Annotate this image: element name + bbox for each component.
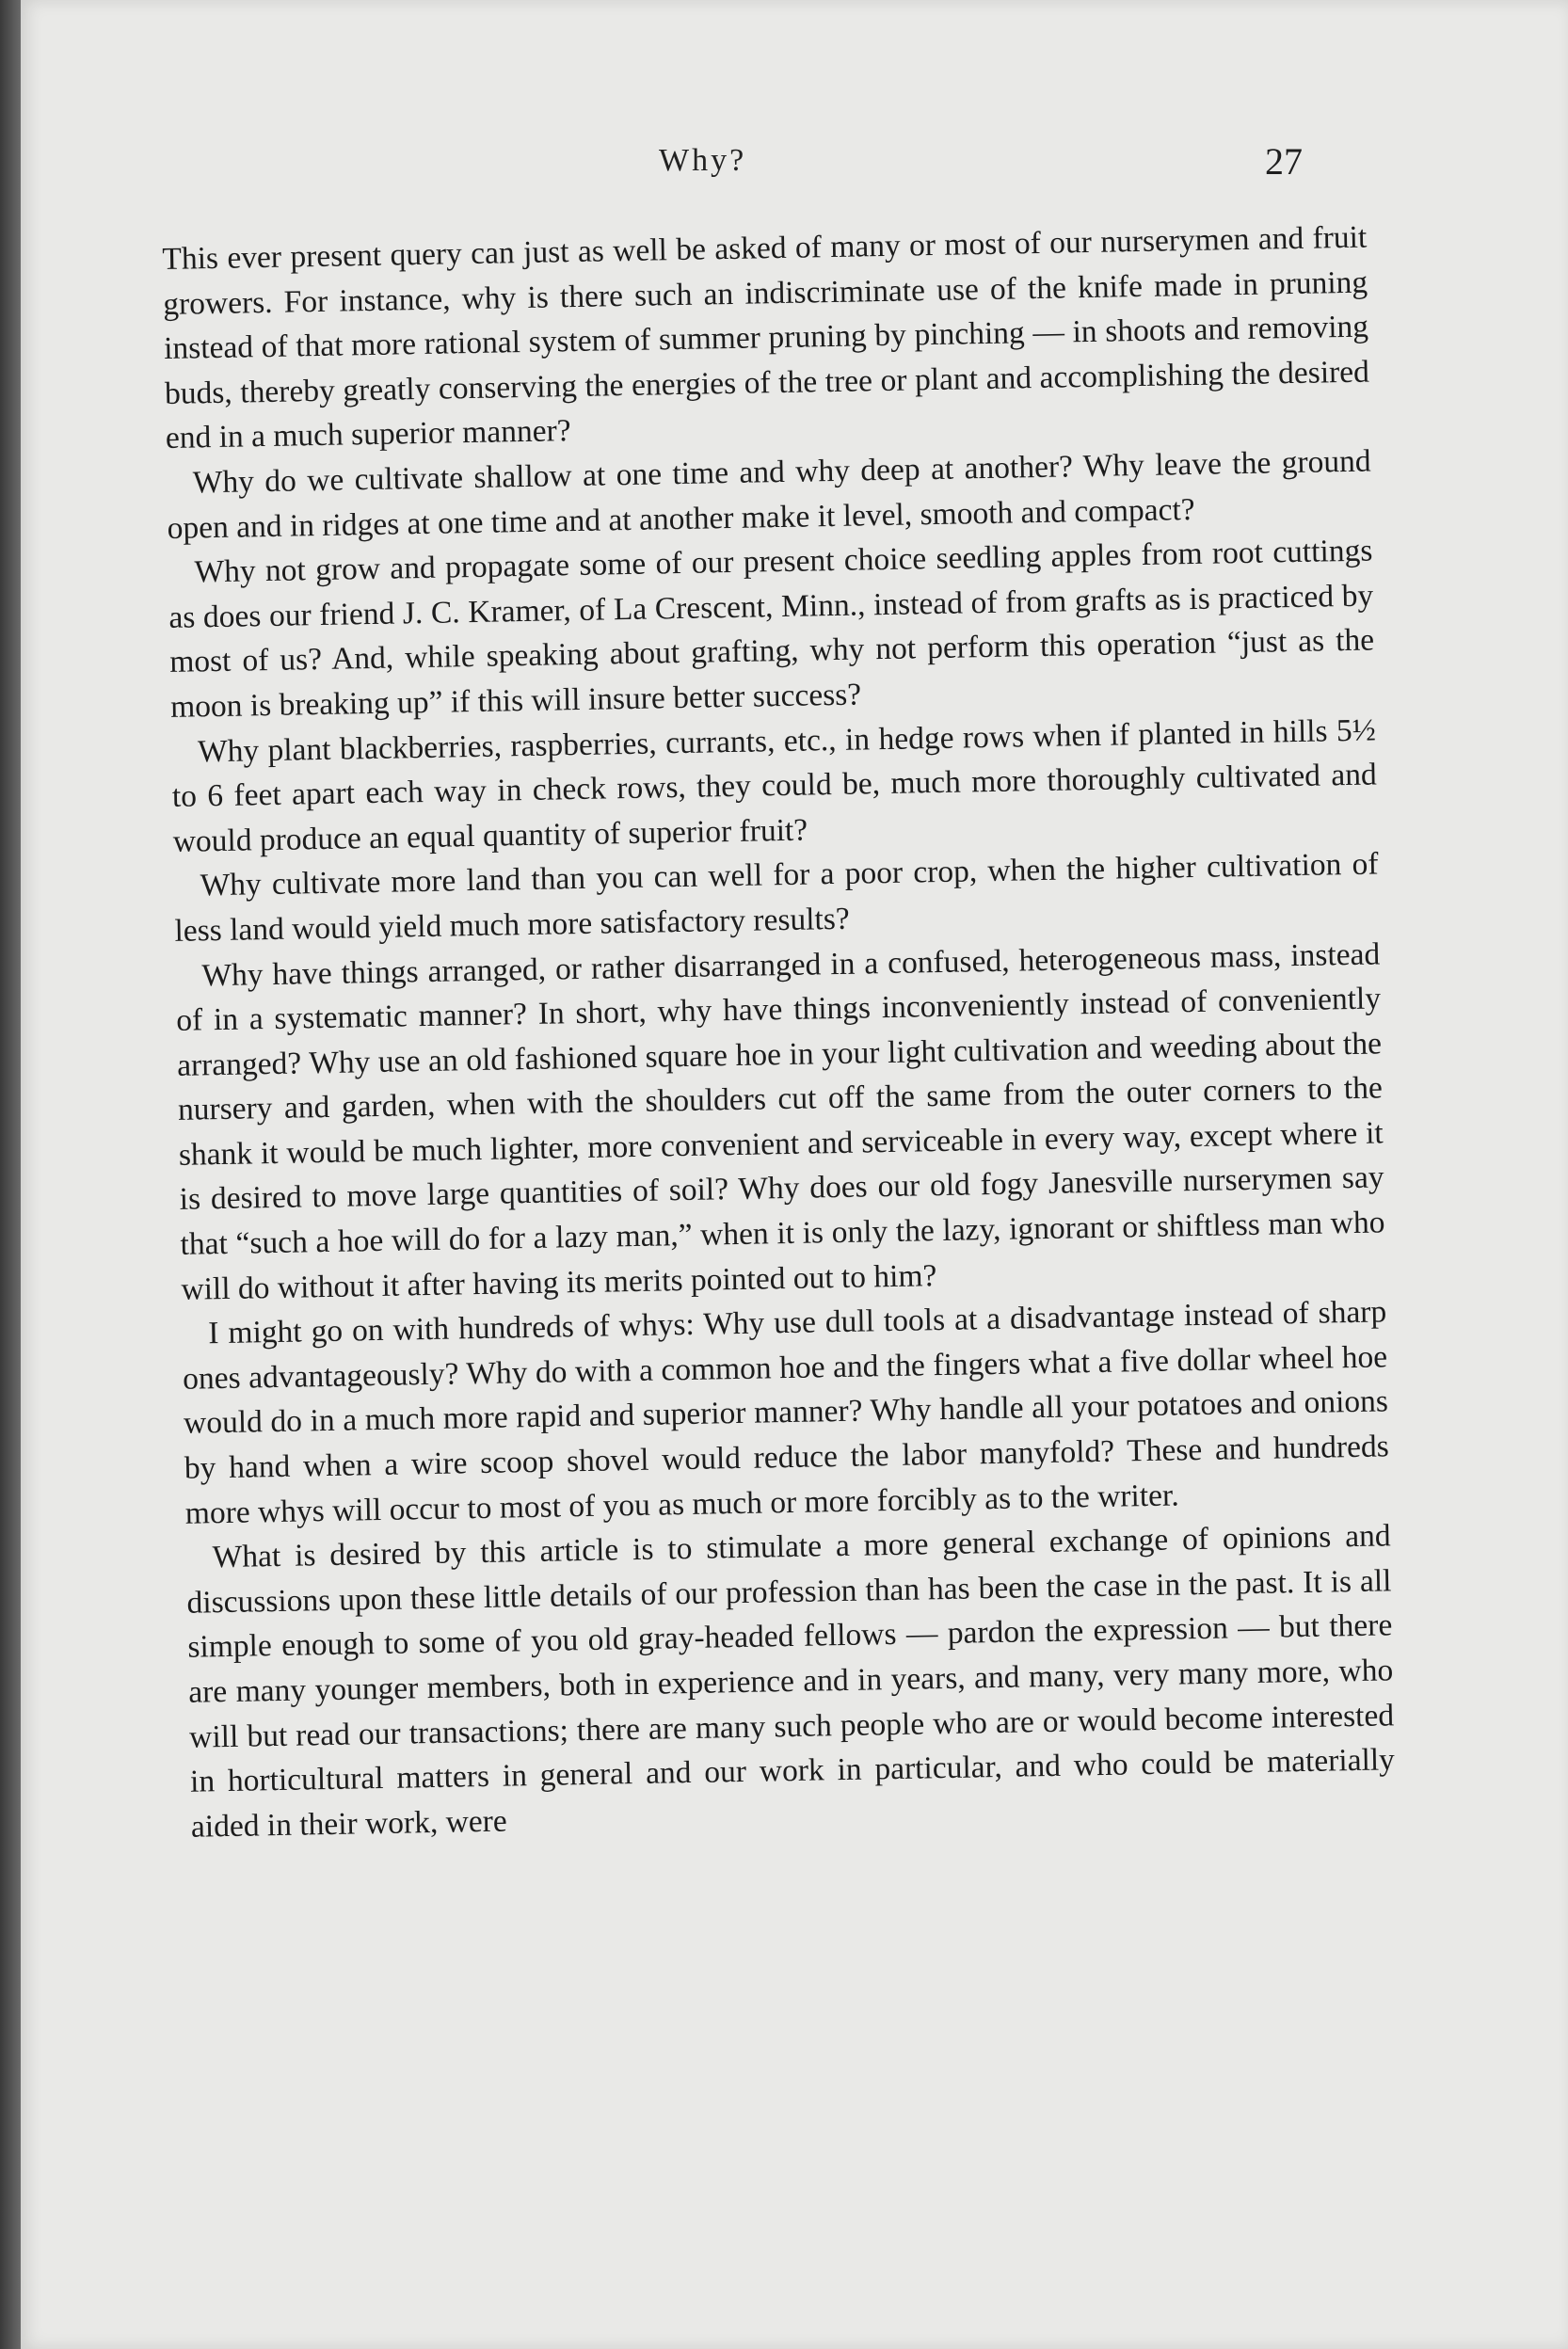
paragraph: What is desired by this article is to stimulate a more general exchange of opinions and discussions upon these little details of our profession than has been the case in the past. It is all simple enough to some of you old gray-headed fellows — pardon the expression — but there are many younger members, both in experience and in years, and many, very many more, who will but read our transactions; there are many such people who are or would become interested in horticultural matters in general and our work in particular, and who could be materially aided in their work, were xyxy=(186,1518,1396,1845)
article-body xyxy=(162,216,1396,1850)
paragraph: I might go on with hundreds of whys: Why use dull tools at a disadvantage instead of sharp ones advantageously? Why do with a common hoe and the fingers what a five dollar wheel hoe would do in a much more rapid and superior manner? Why handle all your potatoes and onions by hand when a wire scoop shovel would reduce the labor manyfold? These and hundreds more whys will occur to most of you as much or more forcibly as to the writer. xyxy=(182,1294,1390,1531)
paragraph: Why have things arranged, or rather disarranged in a confused, heterogeneous mass, instead of in a systematic manner? In short, why have things inconveniently instead of conveniently arranged? Why use an old fashioned square hoe in your light cultivation and weeding about the nursery and garden, when with the shoulders cut off the same from the outer corners to the shank it would be much lighter, more convenient and serviceable in every way, except where it is desired to move large quantities of soil? Why does our old fogy Janesville nurserymen say that “such a hoe will do for a lazy man,” when it is only the lazy, ignorant or shiftless man who will do without it after having its merits pointed out to him? xyxy=(175,935,1385,1307)
running-head xyxy=(21,140,1568,200)
page-left-edge xyxy=(0,0,21,2349)
running-head-title: Why? xyxy=(659,143,747,178)
paragraph: Why cultivate more land than you can well for a poor crop, when the higher cultivation of less land would yield much more satisfactory results? xyxy=(174,846,1379,949)
paragraph: Why not grow and propagate some of our present choice seedling apples from root cuttings as does our friend J. C. Kramer, of La Crescent, Minn., instead of from grafts as is practiced by most of us? And, while speaking about grafting, why not perform this operation “just as the moon is breaking up” if this will insure better success? xyxy=(168,533,1375,725)
paragraph: This ever present query can just as well be asked of many or most of our nurserymen and fruit growers. For instance, why is there such an indiscriminate use of the knife made in pruning instead of that more rational system of summer pruning by pinching — in shoots and removing buds, thereby greatly conserving the energies of the tree or plant and accomplishing the desired end in a much superior manner? xyxy=(162,219,1370,456)
paragraph: Why do we cultivate shallow at one time and why deep at another? Why leave the ground open and in ridges at one time and at another make it level, smooth and compact? xyxy=(167,443,1371,546)
book-page xyxy=(21,0,1568,2349)
paragraph: Why plant blackberries, raspberries, currants, etc., in hedge rows when if planted in hills 5½ to 6 feet apart each way in check rows, they could be, much more thoroughly cultivated and would produce an equal quantity of superior fruit? xyxy=(171,711,1378,859)
page-number: 27 xyxy=(1265,140,1303,183)
